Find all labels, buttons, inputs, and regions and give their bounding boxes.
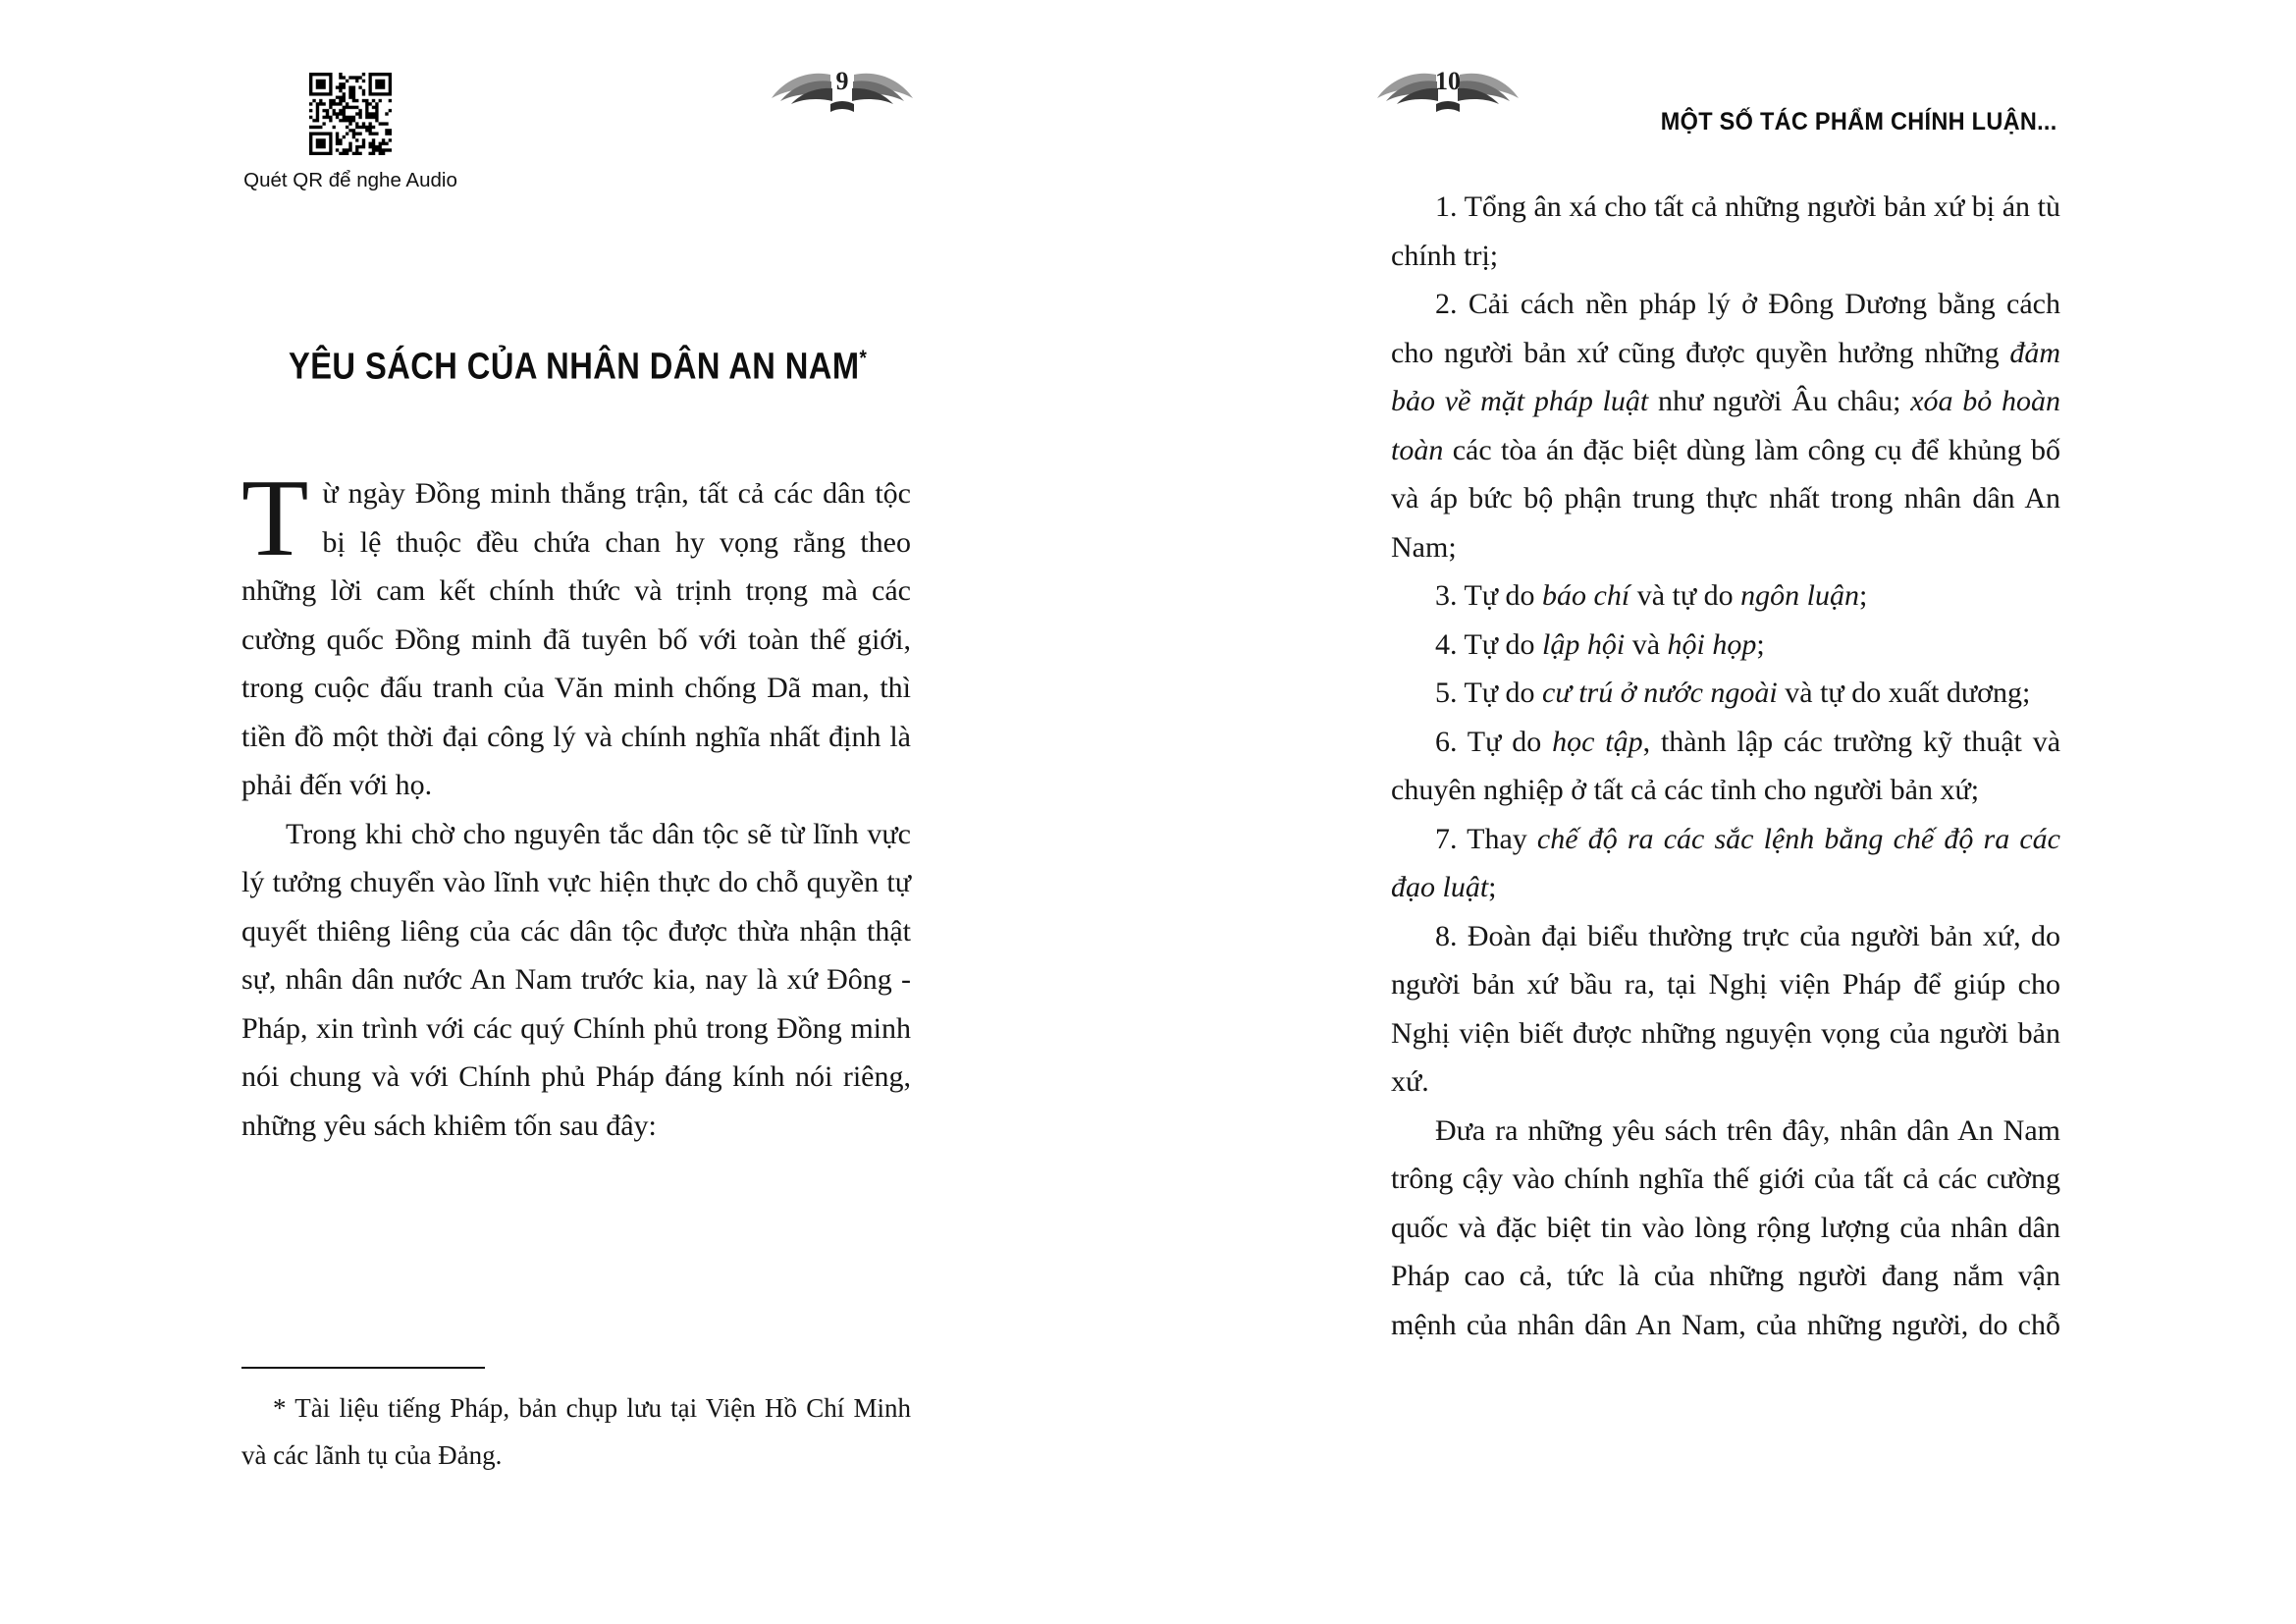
list-item-3: [1391, 571, 2060, 621]
dropcap-letter: T: [241, 458, 309, 579]
list-item-8-text: 8. Đoàn đại biểu thường trực của người bản xứ, do người bản xứ bầu ra, tại Nghị viện Pháp để giúp cho Nghị viện biết được những nguyện vọng của người bản xứ.: [1391, 919, 2060, 1098]
footnote: * Tài liệu tiếng Pháp, bản chụp lưu tại Viện Hồ Chí Minh và các lãnh tụ của Đảng.: [241, 1393, 911, 1470]
list-item-8: [1391, 912, 2060, 1107]
right-text-column: [1391, 183, 2060, 1349]
list-item-2: [1391, 280, 2060, 571]
list-item-2-text: 2. Cải cách nền pháp lý ở Đông Dương bằng cách cho người bản xứ cũng được quyền hưởng những đảm bảo về mặt pháp luật như người Âu châu; xóa bỏ hoàn toàn các tòa án đặc biệt dùng làm công cụ để khủng bố và áp bức bộ phận trung thực nhất trong nhân dân An Nam;: [1391, 288, 2060, 564]
list-item-4: [1391, 621, 2060, 670]
page-number-right: 10: [1435, 67, 1461, 95]
running-header: [1635, 108, 2057, 136]
paragraph-2-text: Trong khi chờ cho nguyên tắc dân tộc sẽ từ lĩnh vực lý tưởng chuyển vào lĩnh vực hiện thực do chỗ quyền tự quyết thiêng liêng của các dân tộc được thừa nhận thật sự, nhân dân nước An Nam trước kia, nay là xứ Đông - Pháp, xin trình với các quý Chính phủ trong Đồng minh nói chung và với Chính phủ Pháp đáng kính nói riêng, những yêu sách khiêm tốn sau đây:: [241, 817, 911, 1142]
list-item-7: [1391, 815, 2060, 912]
closing-paragraph-text: Đưa ra những yêu sách trên đây, nhân dân An Nam trông cậy vào chính nghĩa thế giới của tất cả các cường quốc và đặc biệt tin vào lòng rộng lượng của nhân dân Pháp cao cả, tức là của những người đang nắm vận mệnh của nhân dân An Nam, của những người, do chỗ: [1391, 1113, 2060, 1341]
chapter-title-text: YÊU SÁCH CỦA NHÂN DÂN AN NAM: [288, 346, 860, 388]
page-ornament-right: [1374, 63, 1522, 124]
list-item-1-text: 1. Tổng ân xá cho tất cả những người bản xứ bị án tù chính trị;: [1391, 190, 2060, 272]
page-number-left: 9: [835, 67, 849, 95]
list-item-5: [1391, 669, 2060, 718]
list-item-6-text: 6. Tự do học tập, thành lập các trường kỹ thuật và chuyên nghiệp ở tất cả các tỉnh cho người bản xứ;: [1391, 725, 2061, 806]
list-item-6: [1391, 718, 2060, 815]
paragraph-1-text: ừ ngày Đồng minh thắng trận, tất cả các dân tộc bị lệ thuộc đều chứa chan hy vọng rằng theo những lời cam kết chính thức và trịnh trọng mà các cường quốc Đồng minh đã tuyên bố với toàn thế giới, trong cuộc đấu tranh của Văn minh chống Dã man, thì tiền đồ một thời đại công lý và chính nghĩa nhất định là phải đến với họ.: [241, 477, 911, 801]
running-header-text: MỘT SỐ TÁC PHẨM CHÍNH LUẬN...: [1661, 108, 2057, 135]
list-item-5-text: 5. Tự do cư trú ở nước ngoài và tự do xuất dương;: [1435, 677, 2031, 709]
list-item-7-text: 7. Thay chế độ ra các sắc lệnh bằng chế độ ra các đạo luật;: [1391, 822, 2060, 903]
list-item-3-text: 3. Tự do báo chí và tự do ngôn luận;: [1435, 579, 1868, 612]
qr-caption: Quét QR để nghe Audio: [243, 169, 457, 191]
closing-paragraph: [1391, 1107, 2060, 1350]
title-footnote-marker: *: [859, 346, 868, 370]
list-item-1: [1391, 183, 2060, 280]
list-item-4-text: 4. Tự do lập hội và hội họp;: [1435, 627, 1765, 661]
